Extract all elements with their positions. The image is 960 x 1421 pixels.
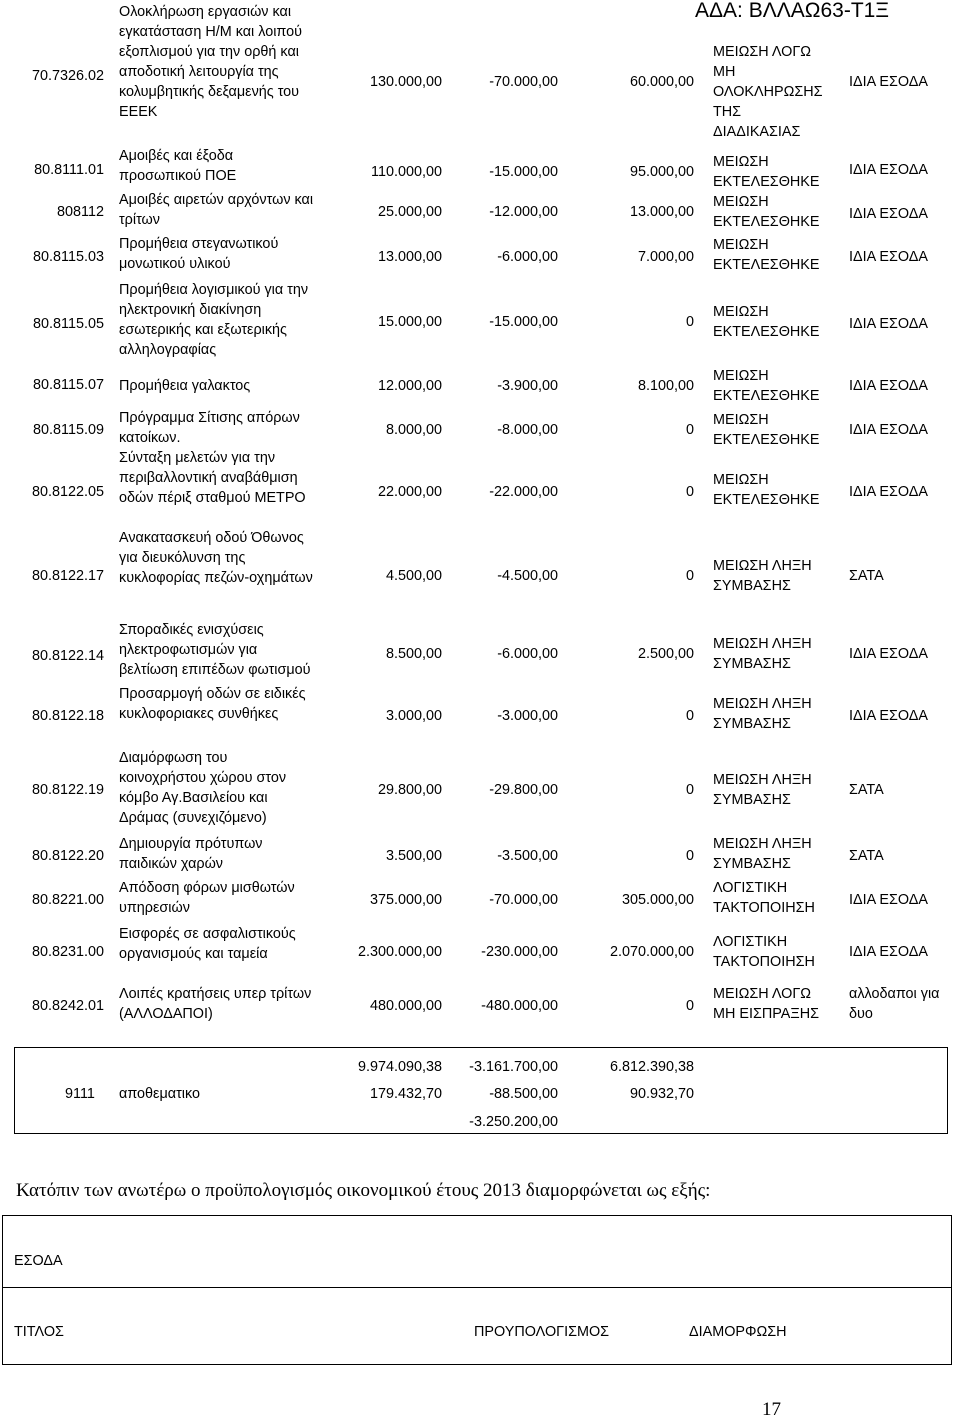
row-source: αλλοδαποι για δυο — [849, 986, 940, 1022]
col-title: ΤΙΤΛΟΣ — [14, 1324, 64, 1340]
row-reason: ΛΟΓΙΣΤΙΚΗ ΤΑΚΤΟΠΟΙΗΣΗ — [713, 934, 815, 970]
row-reason: ΜΕΙΩΣΗ ΛΗΞΗ ΣΥΜΒΑΣΗΣ — [713, 636, 812, 672]
divider — [14, 1047, 948, 1048]
row-budget: 15.000,00 — [377, 314, 442, 330]
col-formation: ΔΙΑΜΟΡΦΩΣΗ — [689, 1324, 787, 1340]
reserve-final: 90.932,70 — [629, 1086, 694, 1102]
row-final: 0 — [685, 314, 694, 330]
row-final: 7.000,00 — [637, 249, 694, 265]
net-change: -3.250.200,00 — [469, 1114, 558, 1130]
row-budget: 8.000,00 — [385, 422, 442, 438]
row-reason: ΜΕΙΩΣΗ ΕΚΤΕΛΕΣΘΗΚΕ — [713, 412, 820, 448]
row-final: 0 — [685, 782, 694, 798]
row-budget: 480.000,00 — [369, 998, 442, 1014]
page-number: 17 — [762, 1399, 781, 1420]
row-description: Σύνταξη μελετών για την περιβαλλοντική αναβάθμιση οδών πέριξ σταθμού ΜΕΤΡΟ — [119, 450, 306, 506]
summary-table — [0, 1215, 960, 1365]
row-change: -8.000,00 — [497, 422, 558, 438]
row-description: Δημιουργία πρότυπων παιδικών χαρών — [119, 836, 263, 872]
row-reason: ΜΕΙΩΣΗ ΛΟΓΩ ΜΗ ΟΛΟΚΛΗΡΩΣΗΣ ΤΗΣ ΔΙΑΔΙΚΑΣΙΑΣ — [713, 44, 823, 140]
ada-stamp: ΑΔΑ: ΒΛΛΑΩ63-Τ1Ξ — [695, 0, 889, 22]
row-change: -3.500,00 — [497, 848, 558, 864]
row-description: Ανακατασκευή οδού Όθωνος για διευκόλυνση της κυκλοφορίας πεζών-οχημάτων — [119, 530, 313, 586]
row-code: 80.8115.09 — [33, 422, 104, 438]
row-change: -12.000,00 — [489, 204, 558, 220]
divider — [14, 1133, 948, 1134]
row-description: Απόδοση φόρων μισθωτών υπηρεσιών — [119, 880, 295, 916]
row-final: 2.500,00 — [637, 646, 694, 662]
row-reason: ΜΕΙΩΣΗ ΛΟΓΩ ΜΗ ΕΙΣΠΡΑΞΗΣ — [713, 986, 820, 1022]
row-source: ΙΔΙΑ ΕΣΟΔΑ — [849, 708, 929, 724]
row-reason: ΜΕΙΩΣΗ ΕΚΤΕΛΕΣΘΗΚΕ — [713, 237, 820, 273]
row-final: 0 — [685, 422, 694, 438]
row-source: ΙΔΙΑ ΕΣΟΔΑ — [849, 646, 929, 662]
row-code: 80.8242.01 — [31, 998, 104, 1014]
row-code: 80.8122.18 — [31, 708, 104, 724]
row-reason: ΜΕΙΩΣΗ ΛΗΞΗ ΣΥΜΒΑΣΗΣ — [713, 836, 812, 872]
row-description: Αμοιβές και έξοδα προσωπικού ΠΟΕ — [119, 148, 237, 184]
row-code: 808112 — [57, 204, 104, 220]
row-final: 0 — [685, 568, 694, 584]
divider — [947, 1047, 948, 1134]
row-change: -230.000,00 — [481, 944, 558, 960]
row-budget: 2.300.000,00 — [357, 944, 442, 960]
row-budget: 3.000,00 — [385, 708, 442, 724]
row-final: 305.000,00 — [621, 892, 694, 908]
row-source: ΙΔΙΑ ΕΣΟΔΑ — [849, 206, 929, 222]
row-code: 80.8122.20 — [31, 848, 104, 864]
row-change: -15.000,00 — [489, 164, 558, 180]
row-code: 80.8122.05 — [31, 484, 104, 500]
row-code: 80.8111.01 — [34, 162, 104, 178]
row-final: 0 — [685, 848, 694, 864]
row-reason: ΜΕΙΩΣΗ ΛΗΞΗ ΣΥΜΒΑΣΗΣ — [713, 772, 812, 808]
row-code: 80.8221.00 — [31, 892, 104, 908]
row-final: 0 — [685, 998, 694, 1014]
row-final: 13.000,00 — [629, 204, 694, 220]
row-change: -29.800,00 — [489, 782, 558, 798]
row-reason: ΛΟΓΙΣΤΙΚΗ ΤΑΚΤΟΠΟΙΗΣΗ — [713, 880, 815, 916]
row-change: -4.500,00 — [497, 568, 558, 584]
row-source: ΙΔΙΑ ΕΣΟΔΑ — [849, 378, 929, 394]
row-code: 80.8115.07 — [33, 377, 104, 393]
reserve-code: 9111 — [65, 1086, 95, 1102]
row-description: Προμήθεια γαλακτος — [119, 378, 251, 394]
row-description: Λοιπές κρατήσεις υπερ τρίτων (ΑΛΛΟΔΑΠΟΙ) — [119, 986, 312, 1022]
row-code: 70.7326.02 — [31, 68, 104, 84]
row-source: ΙΔΙΑ ΕΣΟΔΑ — [849, 162, 929, 178]
row-reason: ΜΕΙΩΣΗ ΕΚΤΕΛΕΣΘΗΚΕ — [713, 154, 820, 190]
row-budget: 110.000,00 — [371, 164, 442, 180]
row-budget: 25.000,00 — [377, 204, 442, 220]
row-change: -6.000,00 — [497, 646, 558, 662]
row-change: -6.000,00 — [497, 249, 558, 265]
row-source: ΙΔΙΑ ΕΣΟΔΑ — [849, 74, 929, 90]
col-budget: ΠΡΟΥΠΟΛΟΓΙΣΜΟΣ — [474, 1324, 610, 1340]
row-budget: 375.000,00 — [369, 892, 442, 908]
row-change: -3.900,00 — [497, 378, 558, 394]
row-change: -70.000,00 — [489, 74, 558, 90]
row-code: 80.8122.17 — [31, 568, 104, 584]
row-final: 0 — [685, 484, 694, 500]
row-source: ΙΔΙΑ ΕΣΟΔΑ — [849, 892, 929, 908]
row-final: 8.100,00 — [637, 378, 694, 394]
row-source: ΣΑΤΑ — [849, 782, 884, 798]
row-source: ΙΔΙΑ ΕΣΟΔΑ — [849, 484, 929, 500]
row-source: ΙΔΙΑ ΕΣΟΔΑ — [849, 944, 929, 960]
row-description: Ολοκλήρωση εργασιών και εγκατάσταση Η/Μ και λοιπού εξοπλισμού για την ορθή και αποδοτική λειτουργία της κολυμβητικής δεξαμενής του ΕΕΕΚ — [119, 4, 303, 120]
row-change: -70.000,00 — [489, 892, 558, 908]
row-description: Πρόγραμμα Σίτισης απόρων κατοίκων. — [119, 410, 300, 446]
row-description: Εισφορές σε ασφαλιστικούς οργανισμούς και ταμεία — [119, 926, 296, 962]
row-budget: 12.000,00 — [377, 378, 442, 394]
row-change: -480.000,00 — [481, 998, 558, 1014]
row-budget: 4.500,00 — [385, 568, 442, 584]
row-source: ΙΔΙΑ ΕΣΟΔΑ — [849, 249, 929, 265]
row-description: Σποραδικές ενισχύσεις ηλεκτροφωτισμών για βελτίωση επιπέδων φωτισμού — [119, 622, 311, 678]
footer-sentence: Κατόπιν των ανωτέρω ο προϋπολογισμός οικονομικού έτους 2013 διαμορφώνεται ως εξής: — [16, 1180, 711, 1201]
row-change: -15.000,00 — [489, 314, 558, 330]
row-description: Προμήθεια στεγανωτικού μονωτικού υλικού — [119, 236, 279, 272]
row-budget: 130.000,00 — [369, 74, 442, 90]
row-source: ΣΑΤΑ — [849, 848, 884, 864]
row-final: 0 — [685, 708, 694, 724]
row-final: 2.070.000,00 — [609, 944, 694, 960]
row-description: Προμήθεια λογισμικού για την ηλεκτρονική διακίνηση εσωτερικής και εξωτερικής αλληλογραφίας — [119, 282, 309, 358]
row-change: -22.000,00 — [489, 484, 558, 500]
row-description: Διαμόρφωση του κοινοχρήστου χώρου στον κόμβο Αγ.Βασιλείου και Δράμας (συνεχιζόμενο) — [119, 750, 287, 826]
row-budget: 8.500,00 — [385, 646, 442, 662]
row-budget: 29.800,00 — [377, 782, 442, 798]
reserve-change: -88.500,00 — [489, 1086, 558, 1102]
row-budget: 13.000,00 — [377, 249, 442, 265]
row-reason: ΜΕΙΩΣΗ ΕΚΤΕΛΕΣΘΗΚΕ — [713, 368, 820, 404]
total-budget: 9.974.090,38 — [357, 1059, 442, 1075]
row-description: Αμοιβές αιρετών αρχόντων και τρίτων — [119, 192, 314, 228]
row-budget: 3.500,00 — [385, 848, 442, 864]
row-reason: ΜΕΙΩΣΗ ΕΚΤΕΛΕΣΘΗΚΕ — [713, 194, 820, 230]
row-final: 60.000,00 — [629, 74, 694, 90]
row-source: ΙΔΙΑ ΕΣΟΔΑ — [849, 422, 929, 438]
row-code: 80.8115.03 — [33, 249, 104, 265]
row-source: ΙΔΙΑ ΕΣΟΔΑ — [849, 316, 929, 332]
row-final: 95.000,00 — [629, 164, 694, 180]
total-final: 6.812.390,38 — [609, 1059, 694, 1075]
row-code: 80.8231.00 — [31, 944, 104, 960]
divider — [14, 1047, 15, 1134]
row-reason: ΜΕΙΩΣΗ ΛΗΞΗ ΣΥΜΒΑΣΗΣ — [713, 696, 812, 732]
reserve-label: αποθεματικο — [119, 1086, 200, 1102]
row-source: ΣΑΤΑ — [849, 568, 884, 584]
row-reason: ΜΕΙΩΣΗ ΕΚΤΕΛΕΣΘΗΚΕ — [713, 472, 820, 508]
row-code: 80.8115.05 — [33, 316, 104, 332]
row-reason: ΜΕΙΩΣΗ ΛΗΞΗ ΣΥΜΒΑΣΗΣ — [713, 558, 812, 594]
row-reason: ΜΕΙΩΣΗ ΕΚΤΕΛΕΣΘΗΚΕ — [713, 304, 820, 340]
reserve-budget: 179.432,70 — [369, 1086, 442, 1102]
section-esoda: ΕΣΟΔΑ — [14, 1253, 63, 1269]
total-change: -3.161.700,00 — [469, 1059, 558, 1075]
row-change: -3.000,00 — [497, 708, 558, 724]
row-description: Προσαρμογή οδών σε ειδικές κυκλοφοριακες συνθήκες — [119, 686, 306, 722]
row-code: 80.8122.14 — [31, 648, 104, 664]
row-budget: 22.000,00 — [377, 484, 442, 500]
row-code: 80.8122.19 — [31, 782, 104, 798]
